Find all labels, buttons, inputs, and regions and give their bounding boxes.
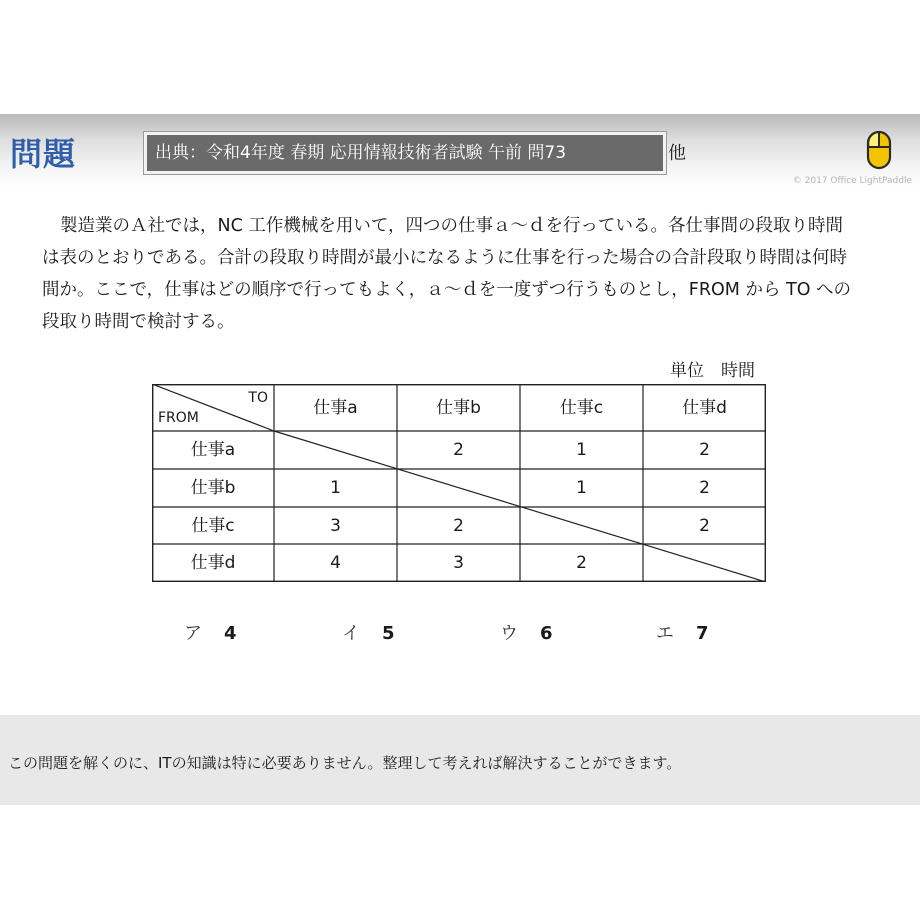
unit-label: 単位 時間 <box>670 361 755 381</box>
answer-choice[interactable] <box>656 620 709 648</box>
table-cell: 2 <box>453 440 464 460</box>
corner-to-label: TO <box>248 390 268 406</box>
table-cell: 3 <box>330 515 341 536</box>
choice-value: 7 <box>696 623 709 644</box>
answer-choices <box>0 620 920 648</box>
choice-value: 5 <box>382 623 395 644</box>
column-header: 仕事c <box>559 397 604 418</box>
column-header: 仕事a <box>313 397 358 418</box>
row-header: 仕事c <box>191 515 235 536</box>
table-cell: 2 <box>699 478 710 498</box>
table-cell: 2 <box>699 515 710 536</box>
question-line: は表のとおりである。合計の段取り時間が最小になるように仕事を行った場合の合計段取り時間は何時 <box>42 248 847 268</box>
choice-value: 4 <box>224 623 237 644</box>
table-cell: 3 <box>453 553 464 573</box>
question-text <box>42 210 882 338</box>
choice-marker: ウ <box>500 623 518 644</box>
question-line: 段取り時間で検討する。 <box>42 312 235 332</box>
corner-from-label: FROM <box>158 410 199 426</box>
table-cell: 2 <box>699 440 710 460</box>
page-title: 問題 <box>10 135 77 173</box>
copyright-text: © 2017 Office LightPaddle <box>792 176 912 186</box>
table-cell: 1 <box>330 478 341 498</box>
setup-time-table <box>152 384 766 582</box>
table-cell: 4 <box>330 553 341 573</box>
row-header: 仕事d <box>190 553 236 573</box>
table-cell: 1 <box>576 478 587 498</box>
answer-choice[interactable] <box>342 620 395 648</box>
row-header: 仕事a <box>190 440 236 460</box>
source-label: 出典：令和4年度 春期 応用情報技術者試験 午前 問73 <box>144 132 666 174</box>
table-cell: 2 <box>453 515 464 536</box>
row-header: 仕事b <box>190 478 236 498</box>
answer-choice[interactable] <box>184 620 237 648</box>
source-other-label: 他 <box>668 143 686 164</box>
choice-value: 6 <box>540 623 553 644</box>
column-header: 仕事b <box>436 397 481 418</box>
choice-marker: ア <box>184 623 202 644</box>
answer-choice[interactable] <box>500 620 553 648</box>
table-cell: 2 <box>576 553 587 573</box>
choice-marker: エ <box>656 623 674 644</box>
table-cell: 1 <box>576 440 587 460</box>
question-line: 間か。ここで，仕事はどの順序で行ってもよく，ａ～ｄを一度ずつ行うものとし，FROM から TO への <box>42 280 852 300</box>
question-line: 製造業のＡ社では，NC 工作機械を用いて，四つの仕事ａ～ｄを行っている。各仕事間の段取り時間 <box>60 216 844 236</box>
column-header: 仕事d <box>682 397 727 418</box>
mouse-icon <box>866 130 892 170</box>
choice-marker: イ <box>342 623 360 644</box>
footer-hint: この問題を解くのに、ITの知識は特に必要ありません。整理して考えれば解決することができます。 <box>8 754 682 772</box>
